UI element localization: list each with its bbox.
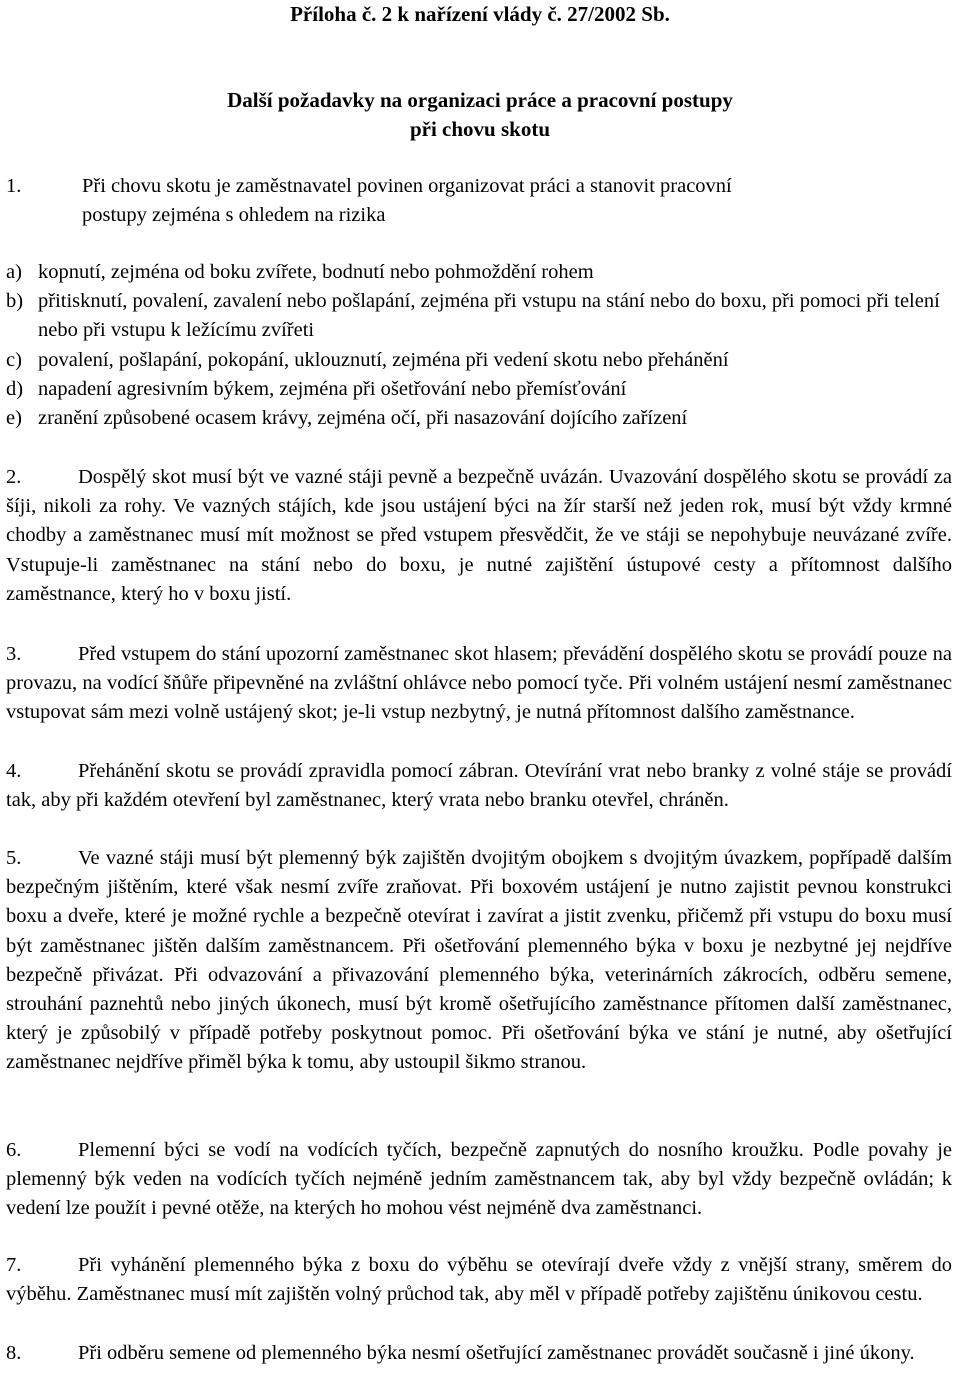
list-item <box>6 404 952 433</box>
list-item-text: napadení agresivním býkem, zejména při ošetřování nebo přemísťování <box>38 377 627 400</box>
section-7 <box>6 1251 952 1309</box>
list-item-text: povalení, pošlapání, pokopání, uklouznutí, zejména při vedení skotu nebo přehánění <box>38 348 729 371</box>
section-1-intro-line-2: postupy zejména s ohledem na rizika <box>82 204 386 227</box>
section-2 <box>6 463 952 609</box>
section-number: 2. <box>6 466 22 488</box>
section-1-intro-line-1: Při chovu skotu je zaměstnavatel povinen organizovat práci a stanovit pracovní <box>82 175 732 197</box>
list-item-text: kopnutí, zejména od boku zvířete, bodnutí nebo pohmoždění rohem <box>38 261 594 283</box>
section-text: Při vyhánění plemenného býka z boxu do výběhu se otevírají dveře vždy z vnější strany, směrem do výběhu. Zaměstnanec musí mít zajištěn volný průchod tak, aby měl v případě potřeby zajištěnu únikovou cestu. <box>6 1254 952 1306</box>
section-number: 3. <box>6 643 22 665</box>
section-number: 7. <box>6 1254 22 1276</box>
list-item-letter: a) <box>6 261 22 283</box>
section-text: Dospělý skot musí být ve vazné stáji pevně a bezpečně uvázán. Uvazování dospělého skotu se provádí za šíji, nikoli za rohy. Ve vazných stájích, kde jsou ustájení býci na žír starší než jeden rok, musí být vždy krmné chodby a zaměstnanec musí mít možnost se před vstupem přesvědčit, že ve stáji se nepohybuje neuvázané zvíře. Vstupuje-li zaměstnanec na stání nebo do boxu, je nutné zajištění ústupové cesty a přítomnost dalšího zaměstnance, který ho v boxu jistí. <box>6 466 952 605</box>
section-text: Při odběru semene od plemenného býka nesmí ošetřující zaměstnanec provádět současně i jiné úkony. <box>78 1342 915 1364</box>
subtitle-line-1: Další požadavky na organizaci práce a pracovní postupy <box>227 88 733 112</box>
list-item-text: přitisknutí, povalení, zavalení nebo pošlapání, zejména při vstupu na stání nebo do boxu, při pomoci při telení nebo při vstupu k ležícímu zvířeti <box>38 290 940 342</box>
section-5 <box>6 844 952 1078</box>
section-text: Ve vazné stáji musí být plemenný býk zajištěn dvojitým obojkem s dvojitým úvazkem, popřípadě dalším bezpečným jištěním, které však nesmí zvíře zraňovat. Při boxovém ustájení je nutno zajistit pevnou konstrukci boxu a dveře, které je možné rychle a bezpečně otevírat i zavírat a jistit zvenku, přičemž při vstupu do boxu musí být zaměstnanec jištěn dalším zaměstnancem. Při ošetřování plemenného býka v boxu je nezbytné jej nejdříve bezpečně přivázat. Při odvazování a přivazování plemenného býka, veterinárních zákrocích, odběru semene, strouhání paznehtů nebo jiných úkonech, musí být kromě ošetřujícího zaměstnance přítomen další zaměstnanec, který je způsobilý v případě potřeby poskytnout pomoc. Při ošetřování býka ve stání je nutné, aby ošetřující zaměstnanec nejdříve přiměl býka k tomu, aby ustoupil šikmo stranou. <box>6 847 952 1074</box>
section-number: 6. <box>6 1139 22 1161</box>
section-text: Před vstupem do stání upozorní zaměstnanec skot hlasem; převádění dospělého skotu se provádí pouze na provazu, na vodící šňůře připevněné na zvláštní ohlávce nebo pomocí tyče. Při volném ustájení nesmí zaměstnanec vstupovat sám mezi volně ustájený skot; je-li vstup nezbytný, je nutná přítomnost dalšího zaměstnance. <box>6 643 952 724</box>
list-item <box>6 287 952 345</box>
section-number: 8. <box>6 1342 22 1364</box>
subtitle-line-2: při chovu skotu <box>409 117 551 142</box>
section-6 <box>6 1136 952 1224</box>
section-8 <box>6 1339 952 1368</box>
section-text: Přehánění skotu se provádí zpravidla pomocí zábran. Otevírání vrat nebo branky z volné stáje se provádí tak, aby při každém otevření byl zaměstnanec, který vrata nebo branku otevřel, chráněn. <box>6 760 952 812</box>
risk-list <box>6 258 952 433</box>
section-text: Plemenní býci se vodí na vodících tyčích, bezpečně zapnutých do nosního kroužku. Podle povahy je plemenný býk veden na vodících tyčích nejméně jedním zaměstnancem tak, aby byl vždy bezpečně ovládán; k vedení lze použít i pevné otěže, na kterých ho mohou vést nejméně dva zaměstnanci. <box>6 1139 952 1220</box>
section-number: 5. <box>6 847 22 869</box>
section-3 <box>6 640 952 728</box>
list-item-letter: b) <box>6 290 24 313</box>
list-item <box>6 346 952 375</box>
list-item <box>6 375 952 404</box>
section-1 <box>6 172 952 230</box>
list-item-text: zranění způsobené ocasem krávy, zejména očí, při nasazování dojícího zařízení <box>38 407 688 430</box>
section-4 <box>6 757 952 815</box>
document-subtitle <box>0 86 960 144</box>
list-item-letter: c) <box>6 348 22 371</box>
section-number: 1. <box>6 175 22 197</box>
list-item <box>6 258 952 287</box>
list-item-letter: d) <box>6 377 24 400</box>
section-number: 4. <box>6 760 22 782</box>
list-item-letter: e) <box>6 407 22 430</box>
document-title: Příloha č. 2 k nařízení vlády č. 27/2002 Sb. <box>290 2 670 26</box>
